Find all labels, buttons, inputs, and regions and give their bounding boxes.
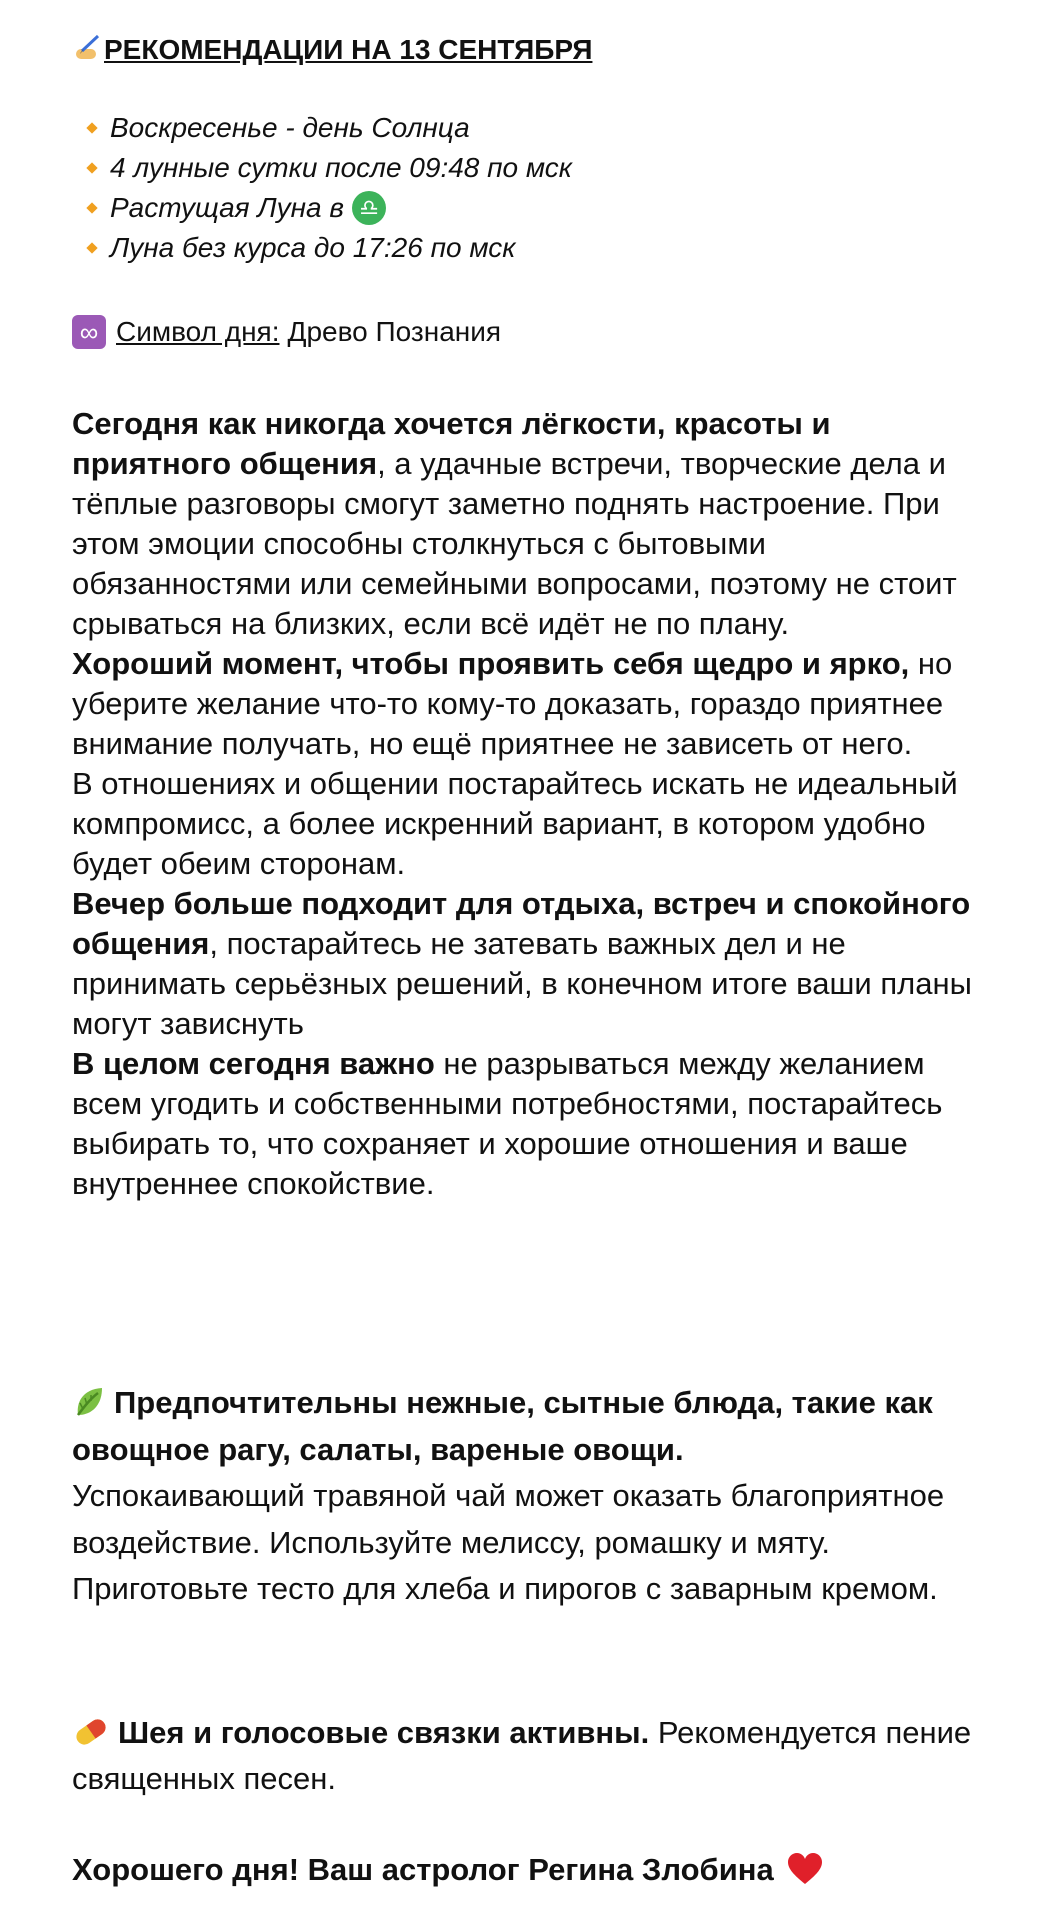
paragraph-text: , а удачные встречи, творческие дела и тёплые разговоры смогут заметно поднять настроение. При этом эмоции способны столкнуться с бытовыми обязанностями или семейными вопросами, поэтому не стоит срываться на близких, если всё идёт не по плану. — [72, 446, 957, 641]
forecast-body — [72, 404, 992, 1204]
fact-text: Луна без курса до 17:26 по мск — [110, 232, 516, 263]
food-section — [72, 1380, 1002, 1613]
fact-text: Растущая Луна в — [110, 192, 344, 223]
health-section — [72, 1710, 1002, 1802]
paragraph-bold: Вечер больше подходит для отдыха, встреч и спокойного общения — [72, 886, 971, 961]
food-advice — [72, 1380, 1002, 1613]
paragraph — [72, 644, 992, 764]
leafy-green-icon — [72, 1385, 106, 1419]
health-bold: Шея и голосовые связки активны. — [118, 1715, 650, 1750]
health-text: Рекомендуется пение священных песен. — [72, 1715, 972, 1796]
paragraph-text: В отношениях и общении постарайтесь искать не идеальный компромисс, а более искренний вариант, в котором удобно будет обеим сторонам. — [72, 766, 958, 881]
facts-list — [82, 108, 572, 268]
page-title — [72, 30, 592, 70]
health-advice — [72, 1710, 1002, 1802]
list-item — [82, 148, 572, 188]
food-text: Успокаивающий травяной чай может оказать благоприятное воздействие. Используйте мелиссу, ромашку и мяту. Приготовьте тесто для хлеба и пирогов с заварным кремом. — [72, 1478, 945, 1606]
list-item — [82, 188, 572, 228]
paragraph-text: , постарайтесь не затевать важных дел и не принимать серьёзных решений, в конечном итоге ваши планы могут зависнуть — [72, 926, 972, 1041]
paragraph-bold: В целом сегодня важно — [72, 1046, 435, 1081]
writing-hand-icon — [72, 30, 102, 70]
symbol-value: Древо Познания — [287, 316, 502, 347]
paragraph-text: но уберите желание что-то кому-то доказать, гораздо приятнее внимание получать, но ещё приятнее не зависеть от него. — [72, 646, 953, 761]
infinity-icon: ∞ — [72, 315, 106, 349]
orange-diamond-icon — [86, 242, 97, 253]
paragraph — [72, 884, 992, 1044]
orange-diamond-icon — [86, 162, 97, 173]
libra-icon: ♎ — [352, 191, 386, 225]
orange-diamond-icon — [86, 122, 97, 133]
orange-diamond-icon — [86, 202, 97, 213]
symbol-of-day — [72, 312, 501, 352]
pill-icon — [72, 1715, 110, 1749]
symbol-label: Символ дня: — [116, 316, 280, 347]
signoff — [72, 1847, 824, 1893]
list-item — [82, 108, 572, 148]
paragraph-bold: Сегодня как никогда хочется лёгкости, красоты и приятного общения — [72, 406, 831, 481]
paragraph — [72, 764, 992, 884]
fact-text: Воскресенье - день Солнца — [110, 112, 470, 143]
food-bold: Предпочтительны нежные, сытные блюда, такие как овощное рагу, салаты, вареные овощи. — [72, 1385, 933, 1467]
fact-text: 4 лунные сутки после 09:48 по мск — [110, 152, 573, 183]
paragraph — [72, 404, 992, 644]
red-heart-icon — [786, 1852, 824, 1886]
paragraph — [72, 1044, 992, 1204]
paragraph-bold: Хороший момент, чтобы проявить себя щедро и ярко, — [72, 646, 910, 681]
page-title-text: РЕКОМЕНДАЦИИ НА 13 СЕНТЯБРЯ — [104, 34, 593, 65]
paragraph-text: не разрываться между желанием всем угодить и собственными потребностями, постарайтесь выбирать то, что сохраняет и хорошие отношения и ваше внутреннее спокойствие. — [72, 1046, 943, 1201]
list-item — [82, 228, 572, 268]
signoff-text: Хорошего дня! Ваш астролог Регина Злобина — [72, 1852, 774, 1887]
